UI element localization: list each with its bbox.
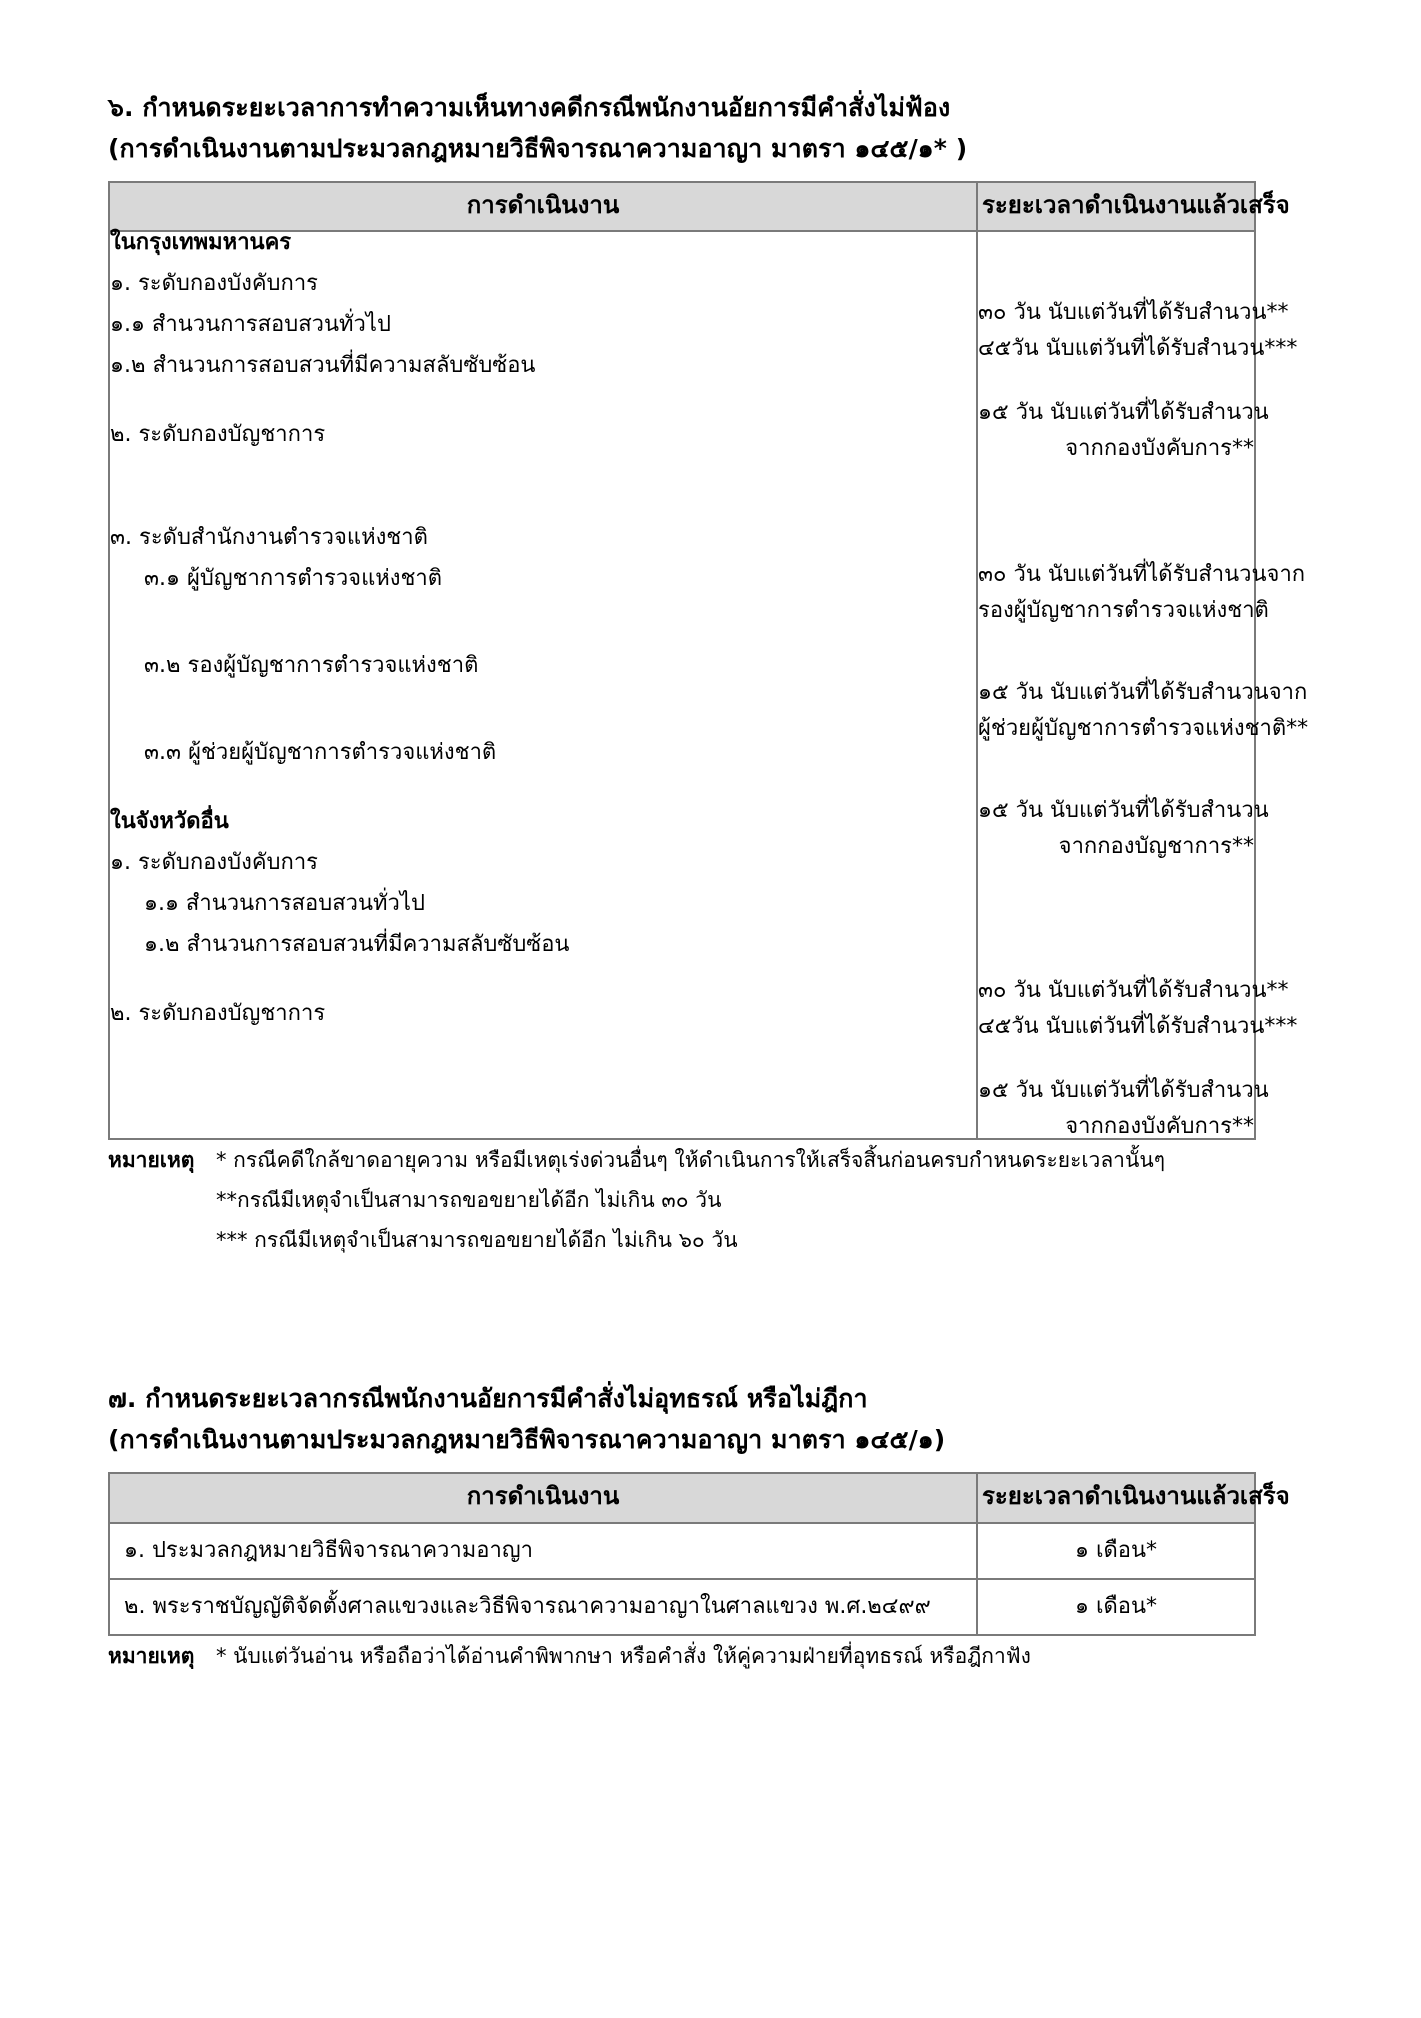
action-line-p1: ๑. ระดับกองบังคับการ (110, 850, 318, 876)
spacer (978, 872, 1254, 934)
note-text-2: **กรณีมีเหตุจำเป็นสามารถขอขยายได้อีก ไม่เกิน ๓๐ วัน (216, 1188, 722, 1213)
action-line-3-2: ๓.๒ รองผู้บัญชาการตำรวจแห่งชาติ (144, 653, 479, 679)
time-line-3b: จากกองบังคับการ** (1065, 436, 1254, 462)
action-line-1: ๑. ประมวลกฎหมายวิธีพิจารณาความอาญา (124, 1537, 533, 1563)
action-line-3: ๓. ระดับสำนักงานตำรวจแห่งชาติ (110, 525, 428, 551)
column-header-action: การดำเนินงาน (109, 1473, 977, 1522)
notes-label: หมายเหตุ (108, 1148, 195, 1173)
spacer (978, 274, 1254, 302)
time-line-9a: ๑๕ วัน นับแต่วันที่ได้รับสำนวน (978, 1078, 1269, 1104)
section-7 (108, 1379, 1313, 1666)
time-line-7: ๓๐ วัน นับแต่วันที่ได้รับสำนวน** (978, 978, 1289, 1004)
time-line-6a: ๑๕ วัน นับแต่วันที่ได้รับสำนวน (978, 798, 1269, 824)
table-header-row (109, 1473, 1255, 1522)
time-line-2: ๑ เดือน* (1074, 1593, 1158, 1619)
table-row (109, 1579, 1255, 1635)
section-7-notes (108, 1643, 1313, 1668)
time-line-1: ๓๐ วัน นับแต่วันที่ได้รับสำนวน** (978, 300, 1289, 326)
spacer (110, 783, 976, 811)
section-7-table (108, 1472, 1290, 1635)
time-line-5a: ๑๕ วัน นับแต่วันที่ได้รับสำนวนจาก (978, 680, 1308, 706)
column-header-action: การดำเนินงาน (109, 182, 977, 231)
spacer (110, 975, 976, 1003)
action-cell (109, 231, 977, 1139)
table-header-row (109, 182, 1255, 231)
spacer (110, 465, 976, 527)
spacer (110, 1106, 976, 1134)
time-line-1: ๑ เดือน* (1074, 1537, 1158, 1563)
spacer (978, 232, 1254, 260)
time-cell (977, 1523, 1255, 1579)
column-header-time: ระยะเวลาดำเนินงานแล้วเสร็จ (977, 182, 1255, 231)
spacer (978, 536, 1254, 564)
section-6-subheading: (การดำเนินงานตามประมวลกฎหมายวิธีพิจารณาความอาญา มาตรา ๑๔๕/๑* ) (108, 133, 968, 163)
section-spacer (108, 1251, 1313, 1379)
action-line-2: ๒. ระดับกองบัญชาการ (110, 422, 326, 448)
time-line-3a: ๑๕ วัน นับแต่วันที่ได้รับสำนวน (978, 400, 1269, 426)
spacer (978, 1052, 1254, 1080)
section-7-heading: ๗. กำหนดระยะเวลากรณีพนักงานอัยการมีคำสั่งไม่อุทธรณ์ หรือไม่ฎีกา (108, 1384, 868, 1414)
action-line-2: ๒. พระราชบัญญัติจัดตั้งศาลแขวงและวิธีพิจารณาความอาญาในศาลแขวง พ.ศ.๒๔๙๙ (124, 1593, 931, 1619)
spacer (978, 260, 1254, 274)
note-row (108, 1643, 1313, 1668)
action-line-3-3: ๓.๓ ผู้ช่วยผู้บัญชาการตำรวจแห่งชาติ (144, 740, 497, 766)
time-cell (977, 1579, 1255, 1635)
time-line-4b: รองผู้บัญชาการตำรวจแห่งชาติ (978, 598, 1269, 624)
note-text-1: * กรณีคดีใกล้ขาดอายุความ หรือมีเหตุเร่งด่วนอื่นๆ ให้ดำเนินการให้เสร็จสิ้นก่อนครบกำหนดระยะเวลานั้นๆ (216, 1148, 1165, 1173)
time-line-6b: จากกองบัญชาการ** (1058, 834, 1254, 860)
spacer (978, 474, 1254, 536)
section-6-heading: ๖. กำหนดระยะเวลาการทำความเห็นทางคดีกรณีพนักงานอัยการมีคำสั่งไม่ฟ้อง (108, 93, 951, 122)
section-6-notes (108, 1150, 1313, 1251)
note-text-3: *** กรณีมีเหตุจำเป็นสามารถขอขยายได้อีก ไม่เกิน ๖๐ วัน (216, 1228, 738, 1253)
action-line-p2: ๒. ระดับกองบัญชาการ (110, 1001, 326, 1027)
note-row (216, 1230, 1313, 1251)
action-line-3-1: ๓.๑ ผู้บัญชาการตำรวจแห่งชาติ (144, 566, 443, 592)
action-line-1-2: ๑.๒ สำนวนการสอบสวนที่มีความสลับซับซ้อน (110, 353, 536, 379)
spacer (978, 374, 1254, 402)
time-line-8: ๔๕วัน นับแต่วันที่ได้รับสำนวน*** (978, 1014, 1298, 1040)
action-cell (109, 1579, 977, 1635)
time-line-9b: จากกองบังคับการ** (1065, 1114, 1254, 1140)
column-header-time: ระยะเวลาดำเนินงานแล้วเสร็จ (977, 1473, 1255, 1522)
table-row (109, 231, 1255, 1139)
time-cell (977, 231, 1309, 1140)
section-7-subheading: (การดำเนินงานตามประมวลกฎหมายวิธีพิจารณาความอาญา มาตรา ๑๔๕/๑) (108, 1424, 946, 1454)
table-row (109, 1523, 1255, 1579)
spacer (110, 609, 976, 655)
action-line-bangkok-header: ในกรุงเทพมหานคร (110, 230, 292, 256)
action-line-province-header: ในจังหวัดอื่น (110, 809, 229, 835)
action-line-1: ๑. ระดับกองบังคับการ (110, 271, 318, 297)
spacer (110, 696, 976, 742)
action-cell (109, 1523, 977, 1579)
page-content (108, 88, 1313, 1667)
action-line-p1-2: ๑.๒ สำนวนการสอบสวนที่มีความสลับซับซ้อน (144, 932, 570, 958)
notes-label: หมายเหตุ (108, 1643, 195, 1668)
note-row (108, 1150, 1313, 1171)
spacer (978, 934, 1254, 980)
action-line-p1-1: ๑.๑ สำนวนการสอบสวนทั่วไป (144, 891, 425, 917)
spacer (978, 754, 1254, 800)
time-line-2: ๔๕วัน นับแต่วันที่ได้รับสำนวน*** (978, 336, 1298, 362)
spacer (110, 396, 976, 424)
section-6-table (108, 181, 1309, 1140)
note-row (216, 1190, 1313, 1211)
action-line-1-1: ๑.๑ สำนวนการสอบสวนทั่วไป (110, 312, 391, 338)
spacer (978, 636, 1254, 682)
spacer (110, 1044, 976, 1106)
note-text-1: * นับแต่วันอ่าน หรือถือว่าได้อ่านคำพิพากษา หรือคำสั่ง ให้คู่ความฝ่ายที่อุทธรณ์ หรือฎีกาฟัง (216, 1643, 1031, 1668)
time-line-5b: ผู้ช่วยผู้บัญชาการตำรวจแห่งชาติ** (978, 716, 1309, 742)
time-line-4a: ๓๐ วัน นับแต่วันที่ได้รับสำนวนจาก (978, 562, 1306, 588)
section-6 (108, 88, 1313, 1251)
